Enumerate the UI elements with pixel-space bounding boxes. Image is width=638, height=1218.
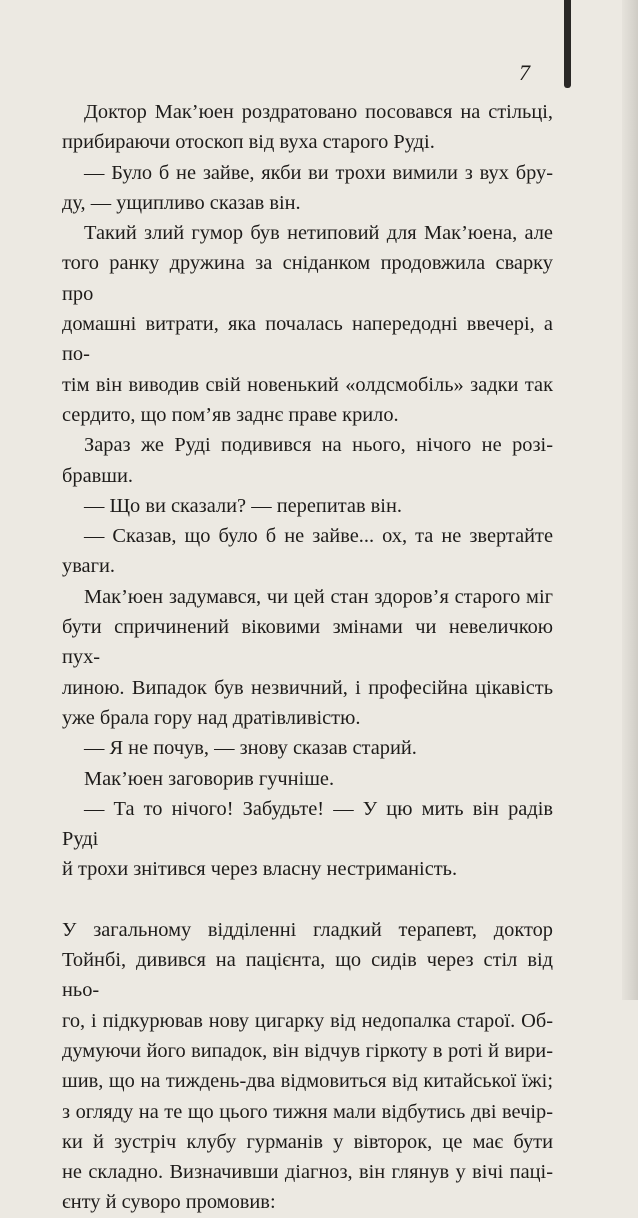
text-line: У загальному відділенні гладкий терапевт, доктор [62, 918, 553, 941]
page-edge [622, 0, 638, 1000]
text-line: уваги. [62, 555, 115, 578]
text-line: думуючи його випадок, він відчув гіркоту в роті й вири- [62, 1039, 553, 1062]
text-line: з огляду на те що цього тижня мали відбутись дві вечір- [62, 1100, 553, 1123]
text-line: Такий злий гумор був нетиповий для Мак’юена, але [84, 222, 553, 245]
text-line: линою. Випадок був незвичний, і професійна цікавість [62, 676, 553, 699]
text-line: бути спричинений віковими змінами чи невеличкою пух- [62, 616, 553, 669]
binding-shadow [564, 0, 571, 88]
page-number: 7 [519, 60, 530, 85]
text-line: ду, — ущипливо сказав він. [62, 191, 301, 214]
text-line: Мак’юен заговорив гучніше. [84, 767, 335, 790]
text-line: прибираючи отоскоп від вуха старого Руді. [62, 131, 435, 154]
text-line: — Сказав, що було б не зайве... ох, та не звертайте [84, 525, 553, 548]
text-line: — Було б не зайве, якби ви трохи вимили з вух бру- [84, 161, 553, 184]
text-line: того ранку дружина за сніданком продовжила сварку про [62, 252, 553, 305]
body-text [62, 97, 553, 1218]
section-break [62, 885, 553, 915]
text-line: домашні витрати, яка почалась напередодні ввечері, а по- [62, 313, 553, 366]
text-line: сердито, що пом’яв заднє праве крило. [62, 403, 399, 426]
text-line: — Я не почув, — знову сказав старий. [84, 737, 417, 760]
text-line: бравши. [62, 464, 133, 487]
text-line: Мак’юен задумався, чи цей стан здоров’я старого міг [84, 585, 553, 608]
text-line: й трохи знітився через власну нестриманість. [62, 858, 458, 881]
text-line: шив, що на тиждень-два відмовиться від китайської їжі; [62, 1070, 553, 1093]
text-line: ки й зустріч клубу гурманів у вівторок, це має бути [62, 1130, 553, 1153]
text-line: Тойнбі, дивився на пацієнта, що сидів через стіл від ньо- [62, 949, 553, 1002]
text-line: не складно. Визначивши діагноз, він глянув у вічі паці- [62, 1161, 553, 1184]
text-line: єнту й суворо промовив: [62, 1191, 276, 1214]
text-line: — Що ви сказали? — перепитав він. [84, 494, 402, 517]
text-line: — Та то нічого! Забудьте! — У цю мить він радів Руді [62, 797, 553, 851]
text-line: Зараз же Руді подивився на нього, нічого не розі- [84, 434, 553, 457]
text-line: уже брала гору над дратівливістю. [62, 706, 361, 729]
text-line: тім він виводив свій новенький «олдсмобіль» задки так [62, 373, 553, 396]
text-line: го, і підкурював нову цигарку від недопалка старої. Об- [62, 1009, 553, 1032]
text-line: Доктор Мак’юен роздратовано посовався на стільці, [84, 101, 553, 123]
